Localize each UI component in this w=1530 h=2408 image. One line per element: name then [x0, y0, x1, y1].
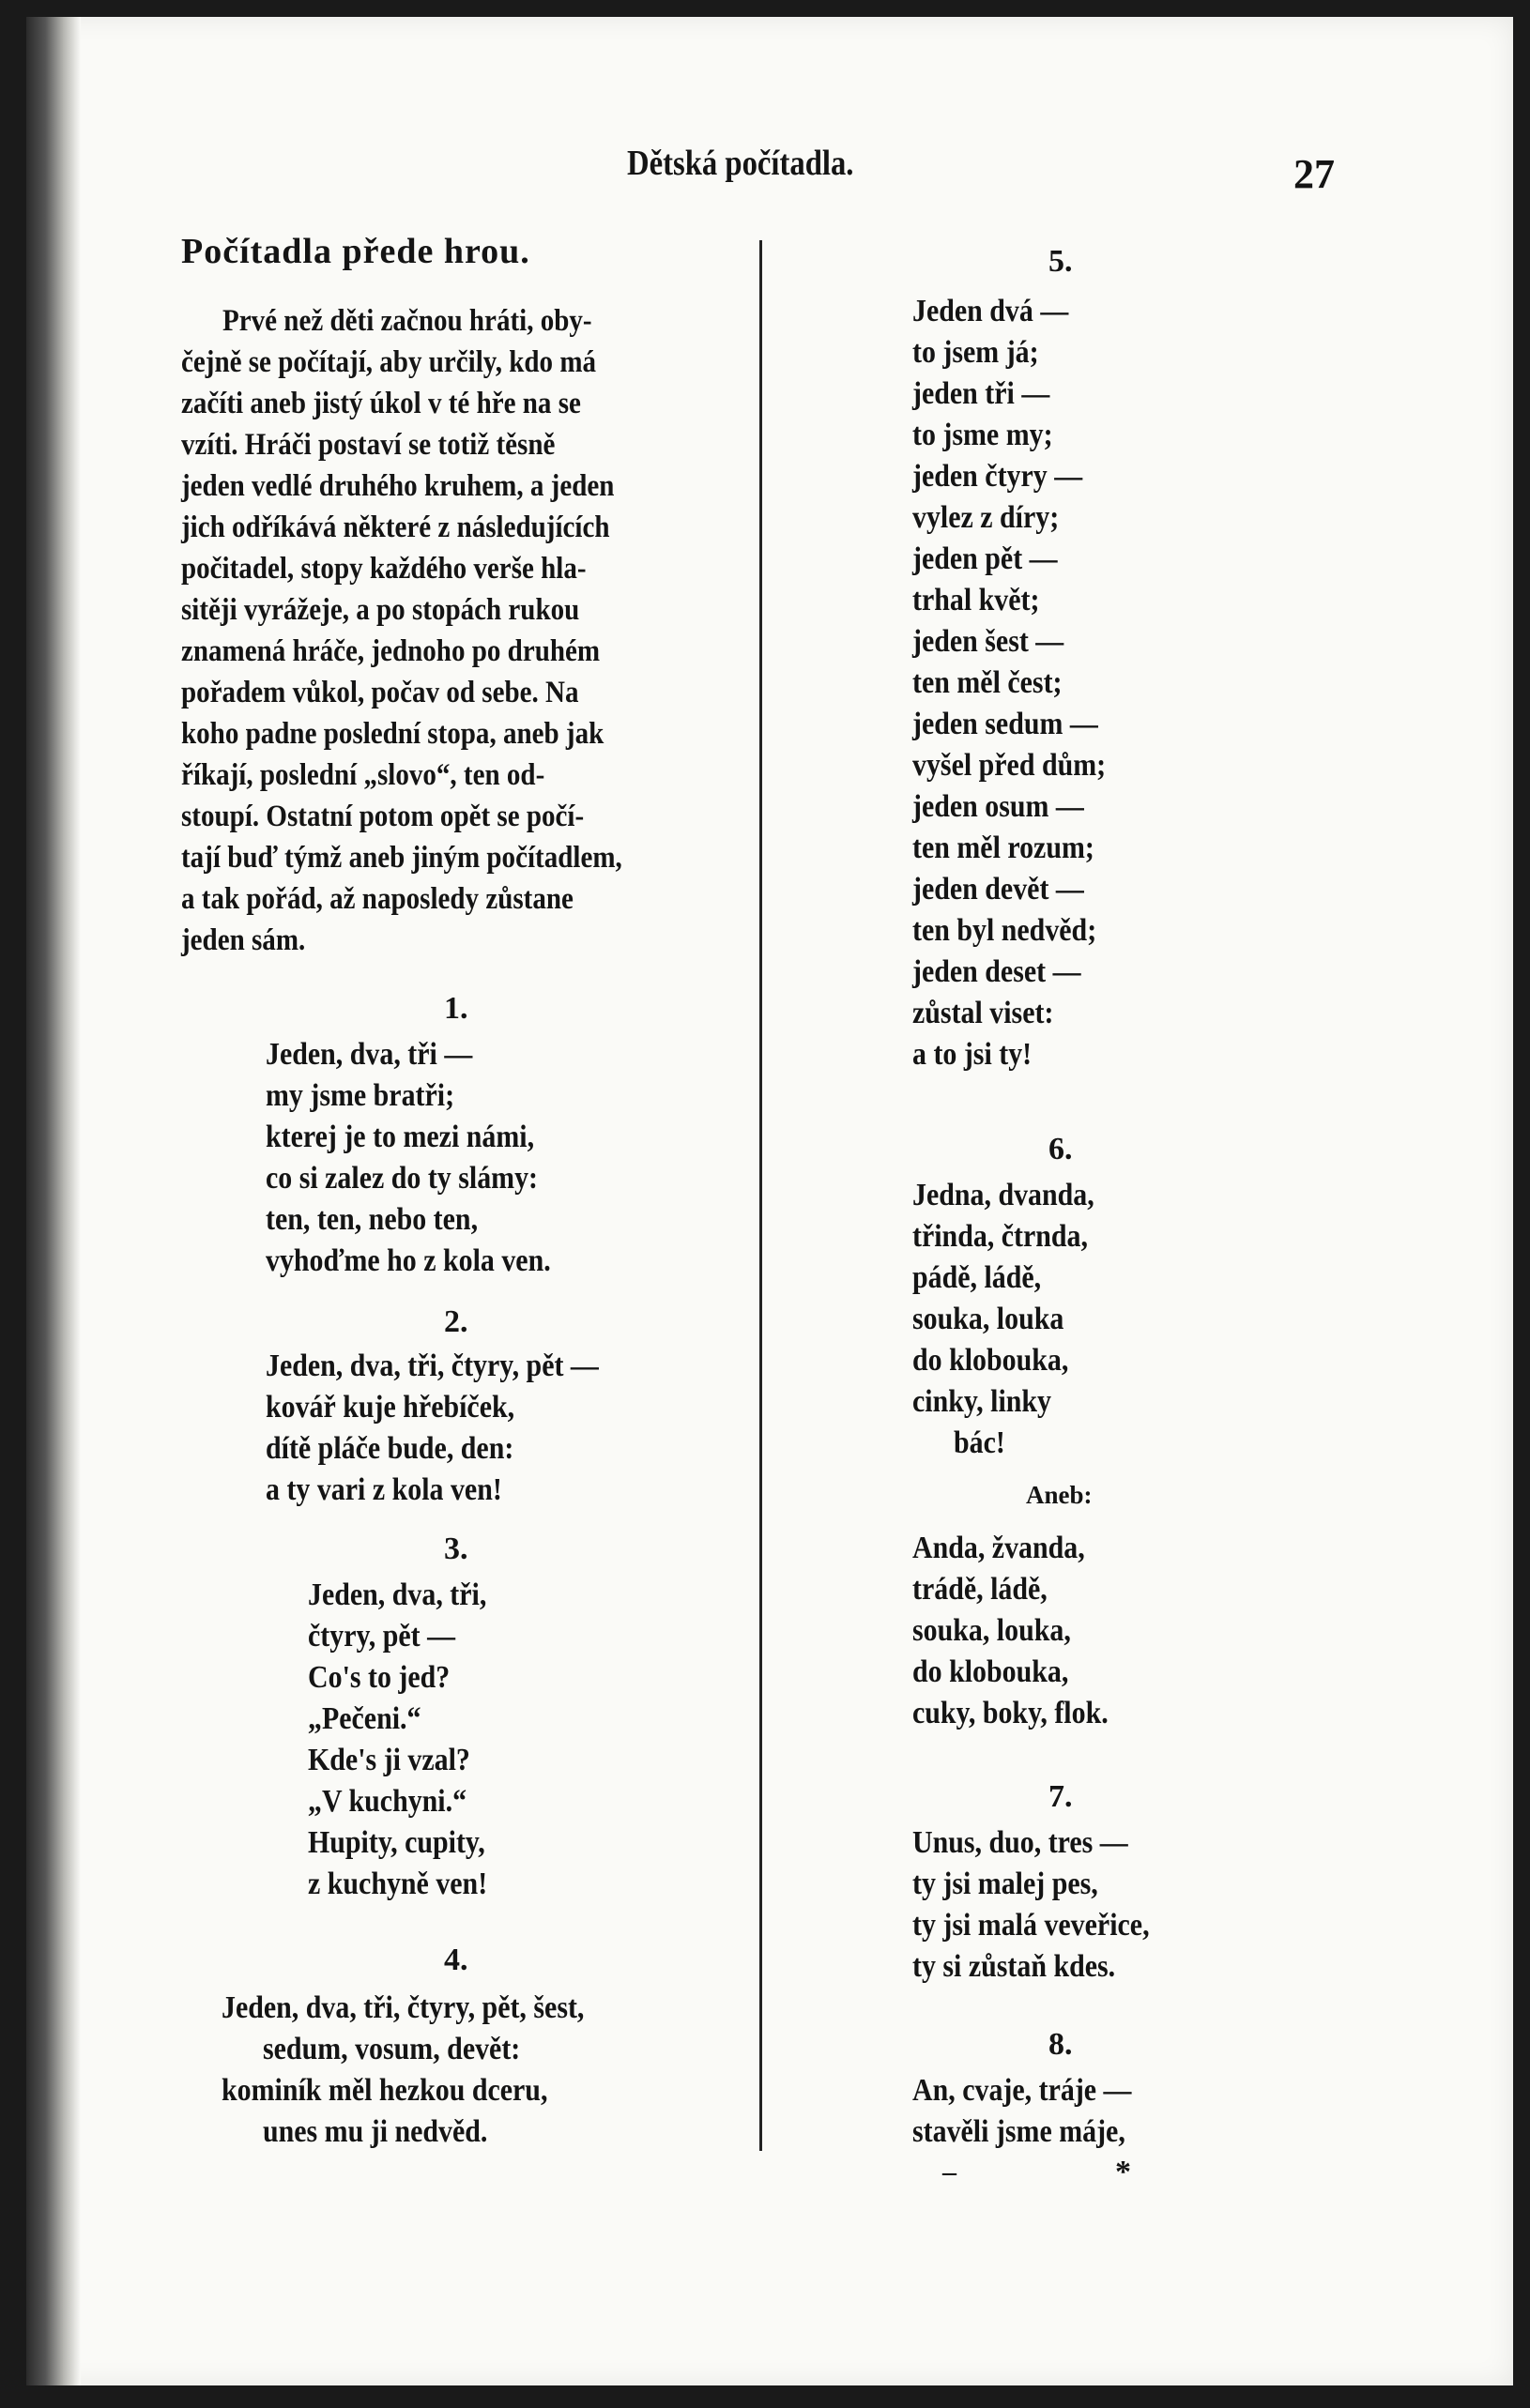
page-number: 27 — [1293, 151, 1335, 197]
footer-dash: – — [942, 2157, 956, 2187]
intro-line: vzíti. Hráči postaví se totiž těsně — [181, 428, 556, 462]
verse-line: čtyry, pět — — [308, 1619, 456, 1654]
intro-line: Prvé než děti začnou hráti, oby- — [222, 304, 592, 338]
verse-line: „V kuchyni.“ — [308, 1784, 467, 1819]
running-title: Dětská počítadla. — [627, 144, 854, 183]
verse-line: kterej je to mezi námi, — [266, 1120, 535, 1154]
verse-line: jeden sedum — — [912, 707, 1098, 741]
verse-line: jeden šest — — [912, 624, 1064, 659]
verse-line: bác! — [954, 1425, 1005, 1460]
verse-line: pádě, ládě, — [912, 1260, 1042, 1295]
verse-line: cuky, boky, flok. — [912, 1696, 1109, 1730]
verse-line: unes mu ji nedvěd. — [263, 2114, 488, 2149]
verse-line: zůstal viset: — [912, 996, 1054, 1030]
verse-line: souka, louka — [912, 1302, 1064, 1336]
verse-line: z kuchyně ven! — [308, 1867, 488, 1901]
verse-line: Jeden, dva, tři — — [266, 1037, 473, 1072]
verse-line: my jsme bratři; — [266, 1078, 455, 1113]
verse-line: a to jsi ty! — [912, 1037, 1033, 1072]
verse-line: a ty vari z kola ven! — [266, 1472, 502, 1507]
verse-line: stavěli jsme máje, — [912, 2114, 1125, 2149]
verse-line: Jeden, dva, tři, čtyry, pět — — [266, 1349, 599, 1383]
verse-line: ty jsi malá veveřice, — [912, 1908, 1150, 1943]
verse-line: souka, louka, — [912, 1613, 1071, 1648]
verse-line: jeden osum — — [912, 789, 1084, 824]
verse-line: jeden devět — — [912, 872, 1084, 907]
rhyme-number: 3. — [444, 1532, 468, 1566]
verse-line: do klobouka, — [912, 1654, 1069, 1689]
rhyme-number: 5. — [1048, 244, 1073, 279]
verse-line: ty jsi malej pes, — [912, 1867, 1098, 1901]
verse-line: Jeden, dva, tři, — [308, 1577, 487, 1612]
intro-line: počitadel, stopy každého verše hla- — [181, 552, 587, 586]
intro-line: jeden vedlé druhého kruhem, a jeden — [181, 469, 615, 503]
intro-line: čejně se počítají, aby určily, kdo má — [181, 345, 597, 379]
verse-line: co si zalez do ty slámy: — [266, 1161, 539, 1196]
rhyme-number: 8. — [1048, 2027, 1073, 2062]
intro-line: a tak pořád, až naposledy zůstane — [181, 882, 574, 916]
rhyme-number: 4. — [444, 1943, 468, 1977]
intro-line: jeden sám. — [181, 923, 306, 957]
section-heading: Počítadla přede hrou. — [181, 232, 530, 271]
verse-line: jeden čtyry — — [912, 459, 1083, 494]
verse-line: to jsme my; — [912, 418, 1053, 452]
verse-line: „Pečeni.“ — [308, 1701, 421, 1736]
rhyme-number: 7. — [1048, 1779, 1073, 1814]
verse-line: trhal květ; — [912, 583, 1040, 617]
intro-line: koho padne poslední stopa, aneb jak — [181, 717, 604, 751]
verse-line: ty si zůstaň kdes. — [912, 1949, 1116, 1984]
aneb-label: Aneb: — [1026, 1481, 1093, 1509]
verse-line: Jedna, dvanda, — [912, 1178, 1094, 1212]
rhyme-number: 1. — [444, 991, 468, 1026]
verse-line: Unus, duo, tres — — [912, 1825, 1128, 1860]
verse-line: ten měl čest; — [912, 665, 1063, 700]
verse-line: trádě, ládě, — [912, 1572, 1048, 1607]
verse-line: Co's to jed? — [308, 1660, 451, 1695]
verse-line: Anda, žvanda, — [912, 1531, 1085, 1565]
intro-line: znamená hráče, jednoho po druhém — [181, 634, 601, 668]
verse-line: ten měl rozum; — [912, 831, 1094, 865]
verse-line: sedum, vosum, devět: — [263, 2032, 521, 2066]
verse-line: vyhoďme ho z kola ven. — [266, 1243, 551, 1278]
verse-line: Kde's ji vzal? — [308, 1743, 470, 1777]
verse-line: kovář kuje hřebíček, — [266, 1390, 515, 1425]
intro-line: sitěji vyrážeje, a po stopách rukou — [181, 593, 580, 627]
intro-line: pořadem vůkol, počav od sebe. Na — [181, 676, 579, 709]
verse-line: to jsem já; — [912, 335, 1039, 370]
verse-line: třinda, čtrnda, — [912, 1219, 1088, 1254]
verse-line: vylez z díry; — [912, 500, 1060, 535]
signature-star: * — [1115, 2155, 1131, 2189]
verse-line: cinky, linky — [912, 1384, 1052, 1419]
verse-line: kominík měl hezkou dceru, — [222, 2073, 548, 2108]
verse-line: jeden deset — — [912, 954, 1081, 989]
intro-line: stoupí. Ostatní potom opět se počí- — [181, 800, 585, 833]
verse-line: Jeden, dva, tři, čtyry, pět, šest, — [222, 1990, 585, 2025]
verse-line: vyšel před dům; — [912, 748, 1107, 783]
verse-line: Hupity, cupity, — [308, 1825, 485, 1860]
intro-line: říkají, poslední „slovo“, ten od- — [181, 758, 545, 792]
rhyme-number: 6. — [1048, 1132, 1073, 1166]
book-spine-shadow — [26, 17, 81, 2385]
verse-line: dítě pláče bude, den: — [266, 1431, 514, 1466]
verse-line: jeden pět — — [912, 541, 1058, 576]
verse-line: ten byl nedvěd; — [912, 913, 1097, 948]
intro-line: jich odříkává některé z následujících — [181, 511, 610, 544]
intro-line: začíti aneb jistý úkol v té hře na se — [181, 387, 581, 420]
verse-line: jeden tři — — [912, 376, 1050, 411]
verse-line: Jeden dvá — — [912, 294, 1069, 328]
verse-line: do klobouka, — [912, 1343, 1069, 1378]
column-divider — [759, 240, 762, 2151]
intro-line: tají buď týmž aneb jiným počítadlem, — [181, 841, 622, 875]
verse-line: An, cvaje, tráje — — [912, 2073, 1132, 2108]
rhyme-number: 2. — [444, 1304, 468, 1339]
verse-line: ten, ten, nebo ten, — [266, 1202, 479, 1237]
